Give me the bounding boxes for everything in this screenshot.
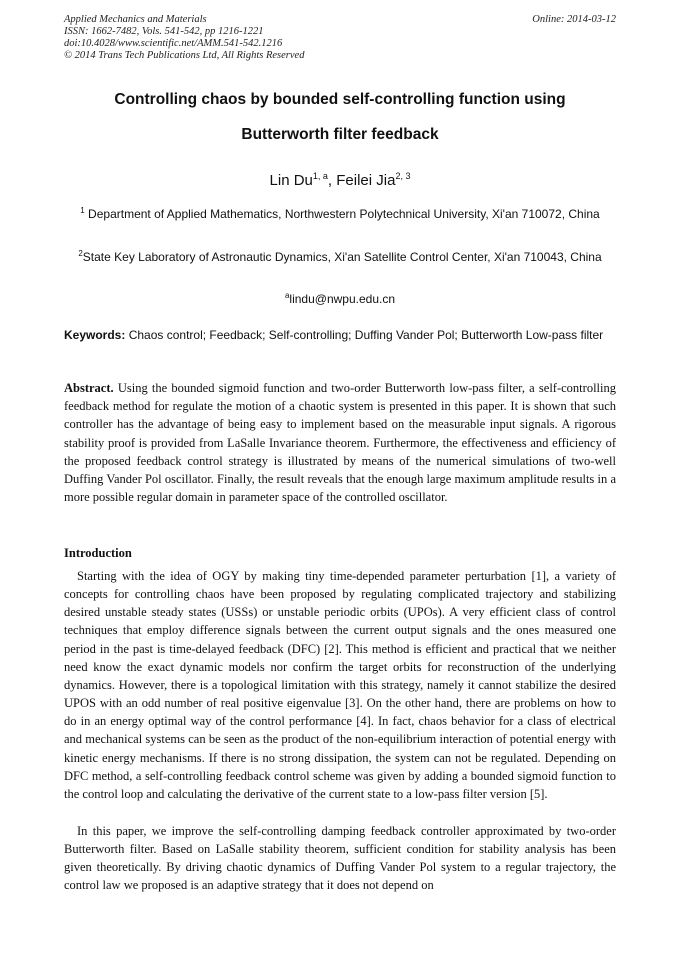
affiliation-1-text: Department of Applied Mathematics, Northwestern Polytechnical University, Xi'an 710072, China	[84, 207, 600, 221]
author-1-name: Lin Du	[269, 172, 313, 189]
keywords-label: Keywords:	[64, 328, 126, 342]
journal-name: Applied Mechanics and Materials	[64, 14, 207, 25]
author-email	[64, 287, 616, 308]
email-mark: a	[284, 291, 290, 300]
affiliation-2-mark: 2	[78, 249, 83, 258]
author-separator: ,	[327, 172, 337, 189]
keywords-text: Chaos control; Feedback; Self-controlling; Duffing Vander Pol; Butterworth Low-pass filter	[125, 328, 604, 342]
affiliation-2-text: State Key Laboratory of Astronautic Dynamics, Xi'an Satellite Control Center, Xi'an 710043, China	[82, 250, 602, 264]
author-1-affiliation-marks: 1, a	[312, 171, 328, 181]
abstract	[64, 379, 616, 506]
doi-line: doi:10.4028/www.scientific.net/AMM.541-542.1216	[64, 38, 283, 49]
online-date: Online: 2014-03-12	[532, 14, 616, 25]
paper-title-line-2: Butterworth filter feedback	[241, 126, 439, 143]
affiliation-1	[64, 202, 616, 223]
journal-header	[64, 14, 616, 62]
keywords	[64, 326, 616, 344]
copyright-line: © 2014 Trans Tech Publications Ltd, All Rights Reserved	[64, 50, 305, 61]
affiliation-1-mark: 1	[80, 206, 85, 215]
introduction-paragraph-1: Starting with the idea of OGY by making tiny time-depended parameter perturbation [1], a variety of concepts for controlling chaos have been proposed by regulating complicated trajectory and stabilizing desired unstable steady states (USSs) or unstable periodic orbits (UPOs). A very efficient class of control techniques that employ difference signals between the current output signals and the ones measured one period in the past is time-delayed feedback (DFC) [2]. This method is efficient and practical that we neither need know the exact dynamic models nor confirm the target orbits for reconstruction of the underlying dynamics. However, there is a topological limitation with this strategy, namely it cannot stabilize the desired UPOS with an odd number of real positive eigenvalue [3]. On the other hand, there are problems on how to do in an energy optimal way of the control performance [4]. In fact, chaos behavior for a class of electrical and mechanical systems can be seen as the product of the non-equilibrium interaction of potential energy with kinetic energy mechanisms. If there is no strong dissipation, the system can not be regulated. Depending on DFC method, a self-controlling feedback control scheme was given by adding a bounded sigmoid function to the control loop and calculating the derivative of the current state to a low-pass filter version [5].	[64, 569, 616, 801]
section-heading-introduction: Introduction	[64, 546, 132, 560]
issn-line: ISSN: 1662-7482, Vols. 541-542, pp 1216-1221	[64, 26, 264, 37]
author-2-affiliation-marks: 2, 3	[395, 171, 411, 181]
abstract-label: Abstract.	[64, 381, 114, 395]
abstract-text: Using the bounded sigmoid function and two-order Butterworth low-pass filter, a self-controlling feedback method for regulate the motion of a chaotic system is presented in this paper. It is shown that such controller has the advantage of being easy to implement based on the measurable input signals. A rigorous stability proof is provided from LaSalle Invariance theorem. Furthermore, the effectiveness and efficiency of the proposed feedback control strategy is illustrated by means of the numerical simulations of two-well Duffing Vander Pol oscillator. Finally, the result reveals that the enough large maximum amplitude results in a more possible regular domain in parameter space of the controlled oscillator.	[64, 381, 616, 505]
paper-title-line-1: Controlling chaos by bounded self-controlling function using	[114, 91, 566, 108]
author-2-name: Feilei Jia	[336, 172, 396, 189]
email-address: lindu@nwpu.edu.cn	[289, 292, 396, 306]
introduction-paragraph-2: In this paper, we improve the self-controlling damping feedback controller approximated by two-order Butterworth filter. Based on LaSalle stability theorem, sufficient condition for stability analysis has been given theoretically. By driving chaotic dynamics of Duffing Vander Pol system to a regular trajectory, the control law we proposed is an adaptive strategy that it does not depend on	[64, 824, 616, 893]
author-list	[64, 167, 616, 190]
affiliation-2	[64, 245, 616, 266]
